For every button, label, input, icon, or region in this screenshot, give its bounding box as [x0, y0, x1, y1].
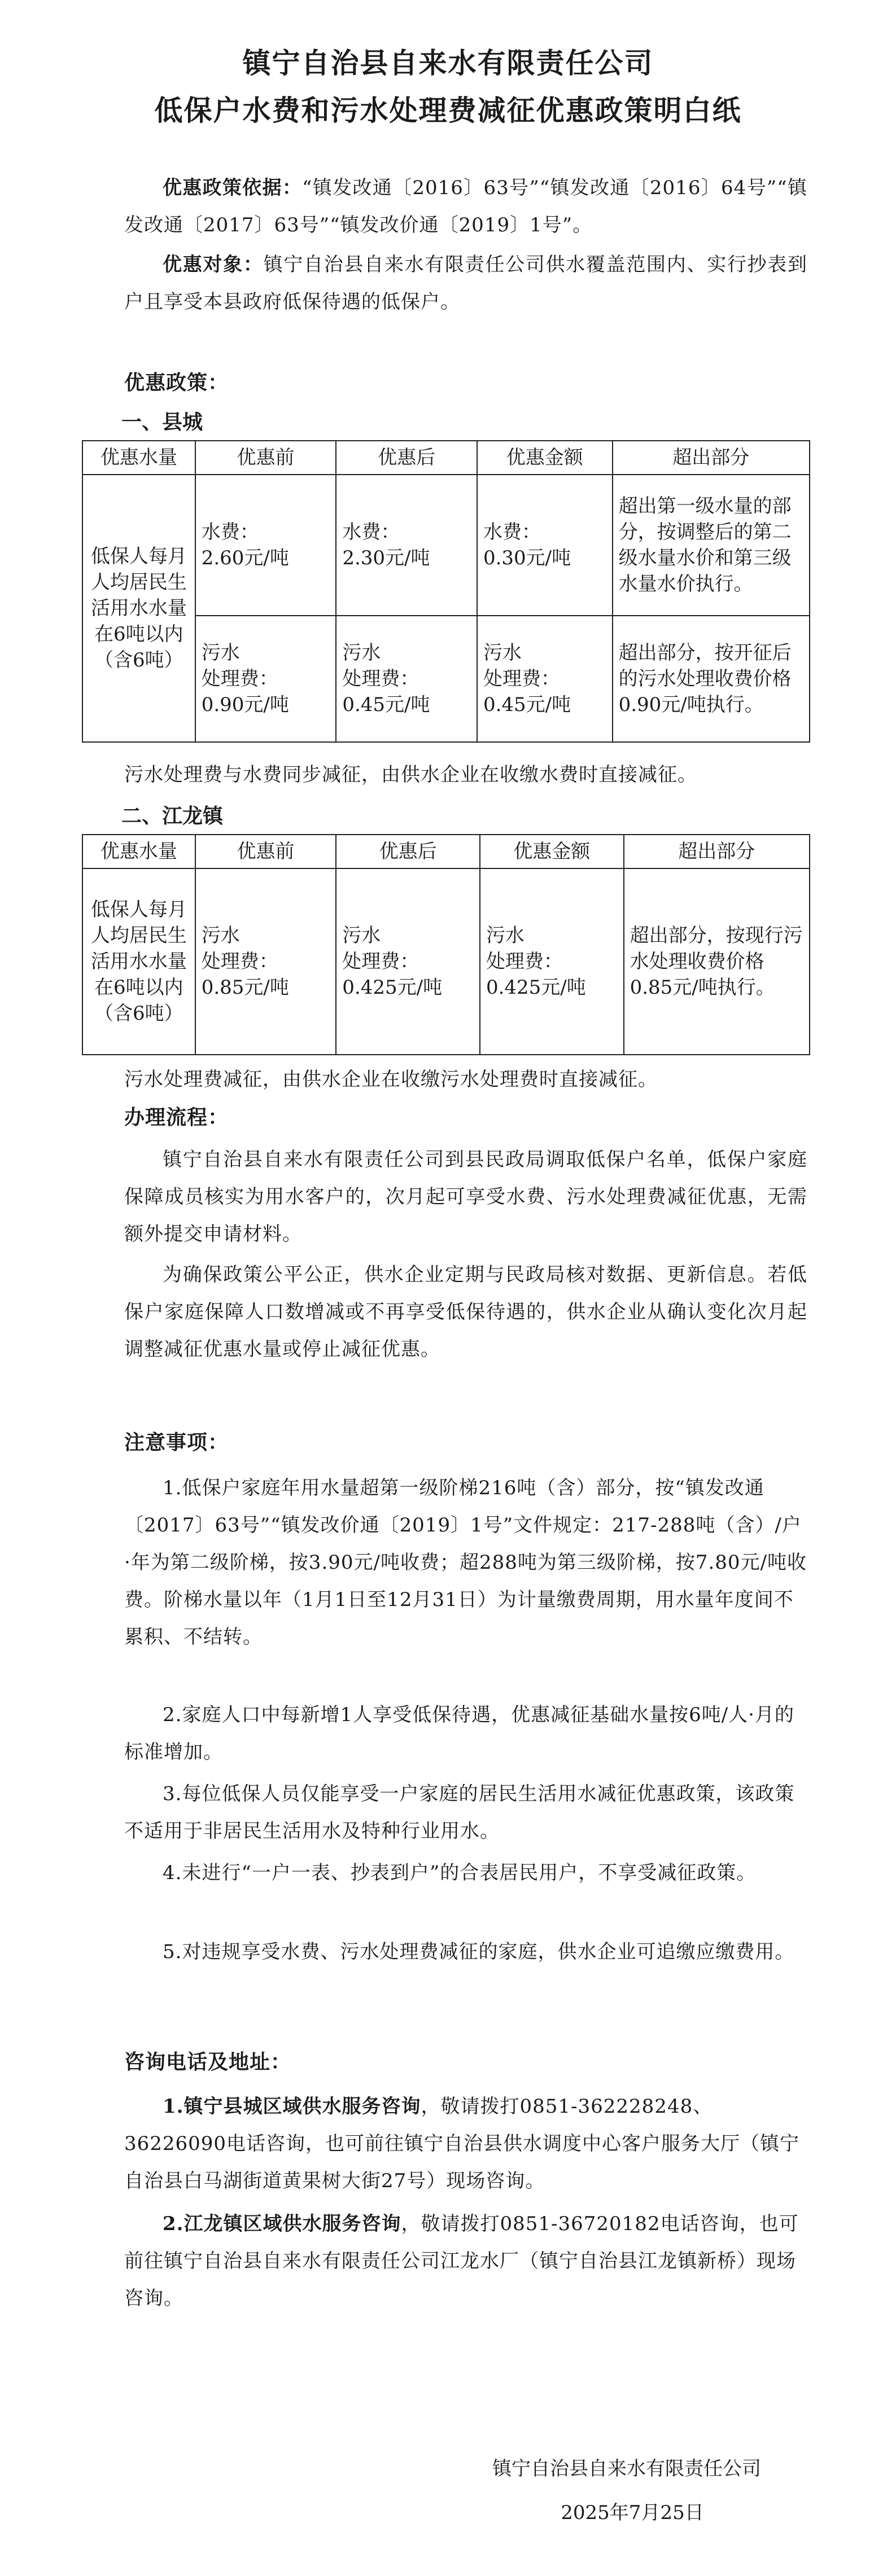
- policy-basis: [124, 169, 807, 244]
- column-header: 超出部分: [624, 835, 810, 868]
- policy-target: [124, 246, 807, 321]
- signature-date: 2025年7月25日: [561, 2502, 704, 2524]
- excess-cell: 超出部分，按开征后的污水处理收费价格0.90元/吨执行。: [613, 616, 810, 742]
- process-paragraph: 为确保政策公平公正，供水企业定期与民政局核对数据、更新信息。若低保户家庭保障人口数增减或不再享受低保待遇的，供水企业从确认变化次月起调整减征优惠水量或停止减征优惠。: [124, 1263, 807, 1361]
- contact-text: ，敬请拨打0851-362228248、36226090电话咨询，也可前往镇宁自治县供水调度中心客户服务大厅（镇宁自治县白马湖街道黄果树大街27号）现场咨询。: [124, 2095, 800, 2192]
- process-paragraph: 镇宁自治县自来水有限责任公司到县民政局调取低保户名单，低保户家庭保障成员核实为用水客户的，次月起可享受水费、污水处理费减征优惠，无需额外提交申请材料。: [124, 1148, 807, 1245]
- excess-cell: 超出第一级水量的部分，按调整后的第二级水量水价和第三级水量水价执行。: [613, 475, 810, 616]
- note-item: 1.低保户家庭年用水量超第一级阶梯216吨（含）部分，按“镇发改通〔2017〕63号”“镇发改价通〔2019〕1号”文件规定：217-288吨（含）/户·年为第二级阶梯，按3.90元/吨收费；超288吨为第三级阶梯，按7.80元/吨收费。阶梯水量以年（1月1日至12月31日）为计量缴费周期，用水量年度间不累积、不结转。: [124, 1477, 807, 1648]
- county-note: 污水处理费与水费同步减征，由供水企业在收缴水费时直接减征。: [124, 763, 697, 786]
- contact-item: [124, 2205, 807, 2317]
- discount-amount-cell: 水费： 0.30元/吨: [477, 475, 613, 616]
- county-table: [82, 440, 810, 743]
- table-row: [82, 475, 810, 616]
- discount-amount-cell: 污水 处理费： 0.425元/吨: [480, 868, 624, 1055]
- column-header: 优惠金额: [480, 835, 624, 868]
- table-row: [82, 868, 810, 1055]
- column-header: 优惠水量: [82, 835, 195, 868]
- column-header: 优惠后: [336, 835, 480, 868]
- discount-amount-cell: 污水 处理费： 0.45元/吨: [477, 616, 613, 742]
- note-item: 4.未进行“一户一表、抄表到户”的合表居民用户，不享受减征政策。: [163, 1862, 757, 1884]
- column-header: 优惠后: [336, 441, 477, 475]
- quota-cell: 低保人每月人均居民生活用水水量在6吨以内（含6吨）: [82, 475, 195, 742]
- column-header: 优惠前: [195, 835, 336, 868]
- signature-org: 镇宁自治县自来水有限责任公司: [492, 2457, 761, 2480]
- contact-heading: 咨询电话及地址：: [124, 2050, 292, 2074]
- price-before-cell: 污水 处理费： 0.85元/吨: [195, 868, 336, 1055]
- contact-label: 1.镇宁县城区域供水服务咨询: [163, 2095, 421, 2118]
- price-before-cell: 水费： 2.60元/吨: [195, 475, 336, 616]
- county-heading: 一、县城: [121, 410, 203, 434]
- price-after-cell: 污水 处理费： 0.425元/吨: [336, 868, 480, 1055]
- column-header: 优惠金额: [477, 441, 613, 475]
- note-item: 2.家庭人口中每新增1人享受低保待遇，优惠减征基础水量按6吨/人·月的标准增加。: [124, 1704, 794, 1763]
- jianglong-table: [82, 834, 810, 1055]
- notes-heading: 注意事项：: [124, 1430, 229, 1454]
- note-item: 5.对违规享受水费、污水处理费减征的家庭，供水企业可追缴应缴费用。: [163, 1941, 795, 1963]
- jianglong-heading: 二、江龙镇: [121, 804, 224, 828]
- note-item: 3.每位低保人员仅能享受一户家庭的居民生活用水减征优惠政策，该政策不适用于非居民生活用水及特种行业用水。: [124, 1783, 795, 1842]
- policy-target-text: 镇宁自治县自来水有限责任公司供水覆盖范围内、实行抄表到户且享受本县政府低保待遇的低保户。: [124, 253, 808, 313]
- policy-basis-label: 优惠政策依据：: [163, 177, 303, 199]
- company-title: 镇宁自治县自来水有限责任公司: [242, 46, 654, 80]
- contact-label: 2.江龙镇区域供水服务咨询: [163, 2213, 401, 2235]
- quota-cell: 低保人每月人均居民生活用水水量在6吨以内（含6吨）: [82, 868, 195, 1055]
- policy-target-label: 优惠对象：: [163, 253, 264, 276]
- process-heading: 办理流程：: [124, 1105, 229, 1129]
- policy-basis-text: “镇发改通〔2016〕63号”“镇发改通〔2016〕64号”“镇发改通〔2017〕63号”“镇发改价通〔2019〕1号”。: [124, 177, 807, 236]
- document-title: 低保户水费和污水处理费减征优惠政策明白纸: [154, 94, 742, 127]
- column-header: 超出部分: [613, 441, 810, 475]
- excess-cell: 超出部分，按现行污水处理收费价格0.85元/吨执行。: [624, 868, 810, 1055]
- price-before-cell: 污水 处理费： 0.90元/吨: [195, 616, 336, 742]
- table-header-row: [82, 835, 810, 868]
- contact-text: ，敬请拨打0851-36720182电话咨询，也可前往镇宁自治县自来水有限责任公司江龙水厂（镇宁自治县江龙镇新桥）现场咨询。: [124, 2213, 799, 2310]
- policy-heading: 优惠政策：: [124, 371, 229, 394]
- table-header-row: [82, 441, 810, 475]
- jianglong-note: 污水处理费减征，由供水企业在收缴污水处理费时直接减征。: [124, 1068, 658, 1091]
- price-after-cell: 污水 处理费： 0.45元/吨: [336, 616, 477, 742]
- column-header: 优惠水量: [82, 441, 195, 475]
- contact-item: [124, 2088, 807, 2200]
- column-header: 优惠前: [195, 441, 336, 475]
- price-after-cell: 水费： 2.30元/吨: [336, 475, 477, 616]
